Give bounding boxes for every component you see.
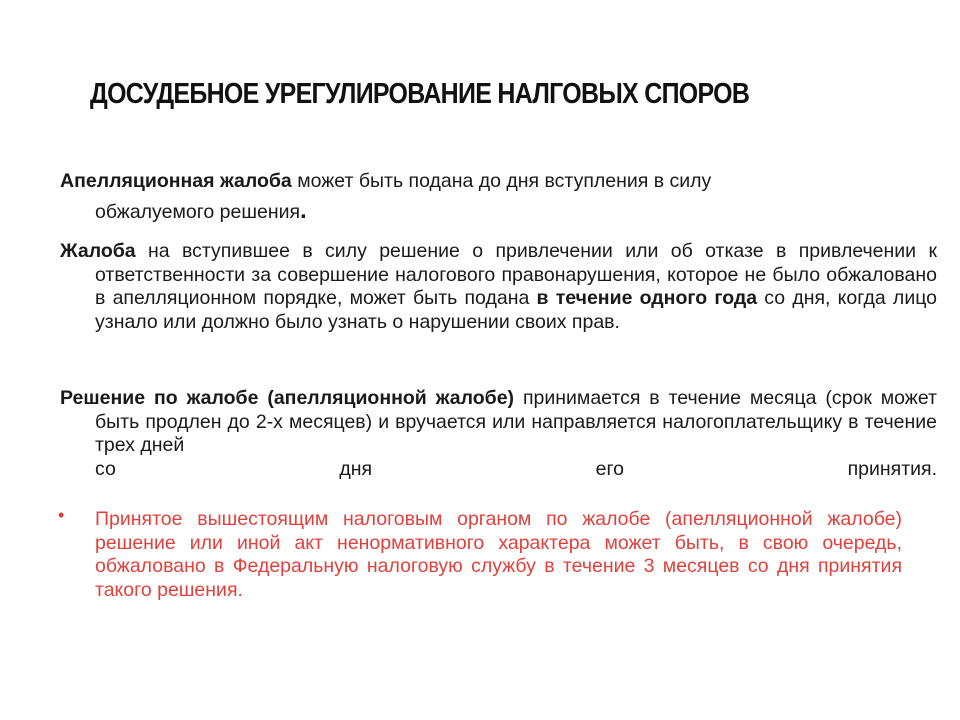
term-appeal: Апелляционная жалоба: [60, 170, 292, 192]
term-one-year: в течение одного года: [536, 287, 758, 309]
paragraph-appeal: [60, 170, 902, 224]
paragraph-appeal-dot: .: [300, 196, 307, 224]
paragraph-complaint-text1: на вступившее в силу решение о привлечении или об отказе в привлечении к ответственности за совершение налогового правонарушения, которое не было обжаловано в апелляционном порядке, может быть подана: [95, 240, 937, 309]
paragraph-decision-last-line: со дня его принятия.: [95, 457, 937, 480]
paragraph-decision-text1: принимается в течение месяца (срок может быть продлен до 2-х месяцев) и вручается или направляется налогоплательщику в течение трех дней: [95, 387, 937, 456]
term-decision: Решение по жалобе (апелляционной жалобе): [60, 387, 515, 409]
paragraph-appeal-line1: может быть подана до дня вступления в силу: [291, 170, 712, 192]
paragraph-appeal-line2: [60, 196, 902, 225]
paragraph-federal-appeal: [58, 505, 902, 602]
paragraph-complaint: [60, 240, 937, 334]
page-title: ДОСУДЕБНОЕ УРЕГУЛИРОВАНИЕ НАЛГОВЫХ СПОРОВ: [90, 78, 750, 110]
paragraph-complaint-text2: со дня, когда лицо узнало или должно было узнать о нарушении своих прав.: [95, 287, 938, 333]
paragraph-appeal-line2-text: обжалуемого решения: [95, 200, 301, 223]
term-complaint: Жалоба: [60, 240, 136, 262]
paragraph-federal-appeal-text: Принятое вышестоящим налоговым органом по жалобе (апелляционной жалобе) решение или иной акт ненормативного характера может быть, в свою очередь, обжаловано в Федеральную налоговую службу в течение 3 месяцев со дня принятия такого решения.: [95, 508, 902, 601]
bullet-icon: •: [58, 505, 65, 525]
paragraph-decision: [60, 387, 937, 481]
